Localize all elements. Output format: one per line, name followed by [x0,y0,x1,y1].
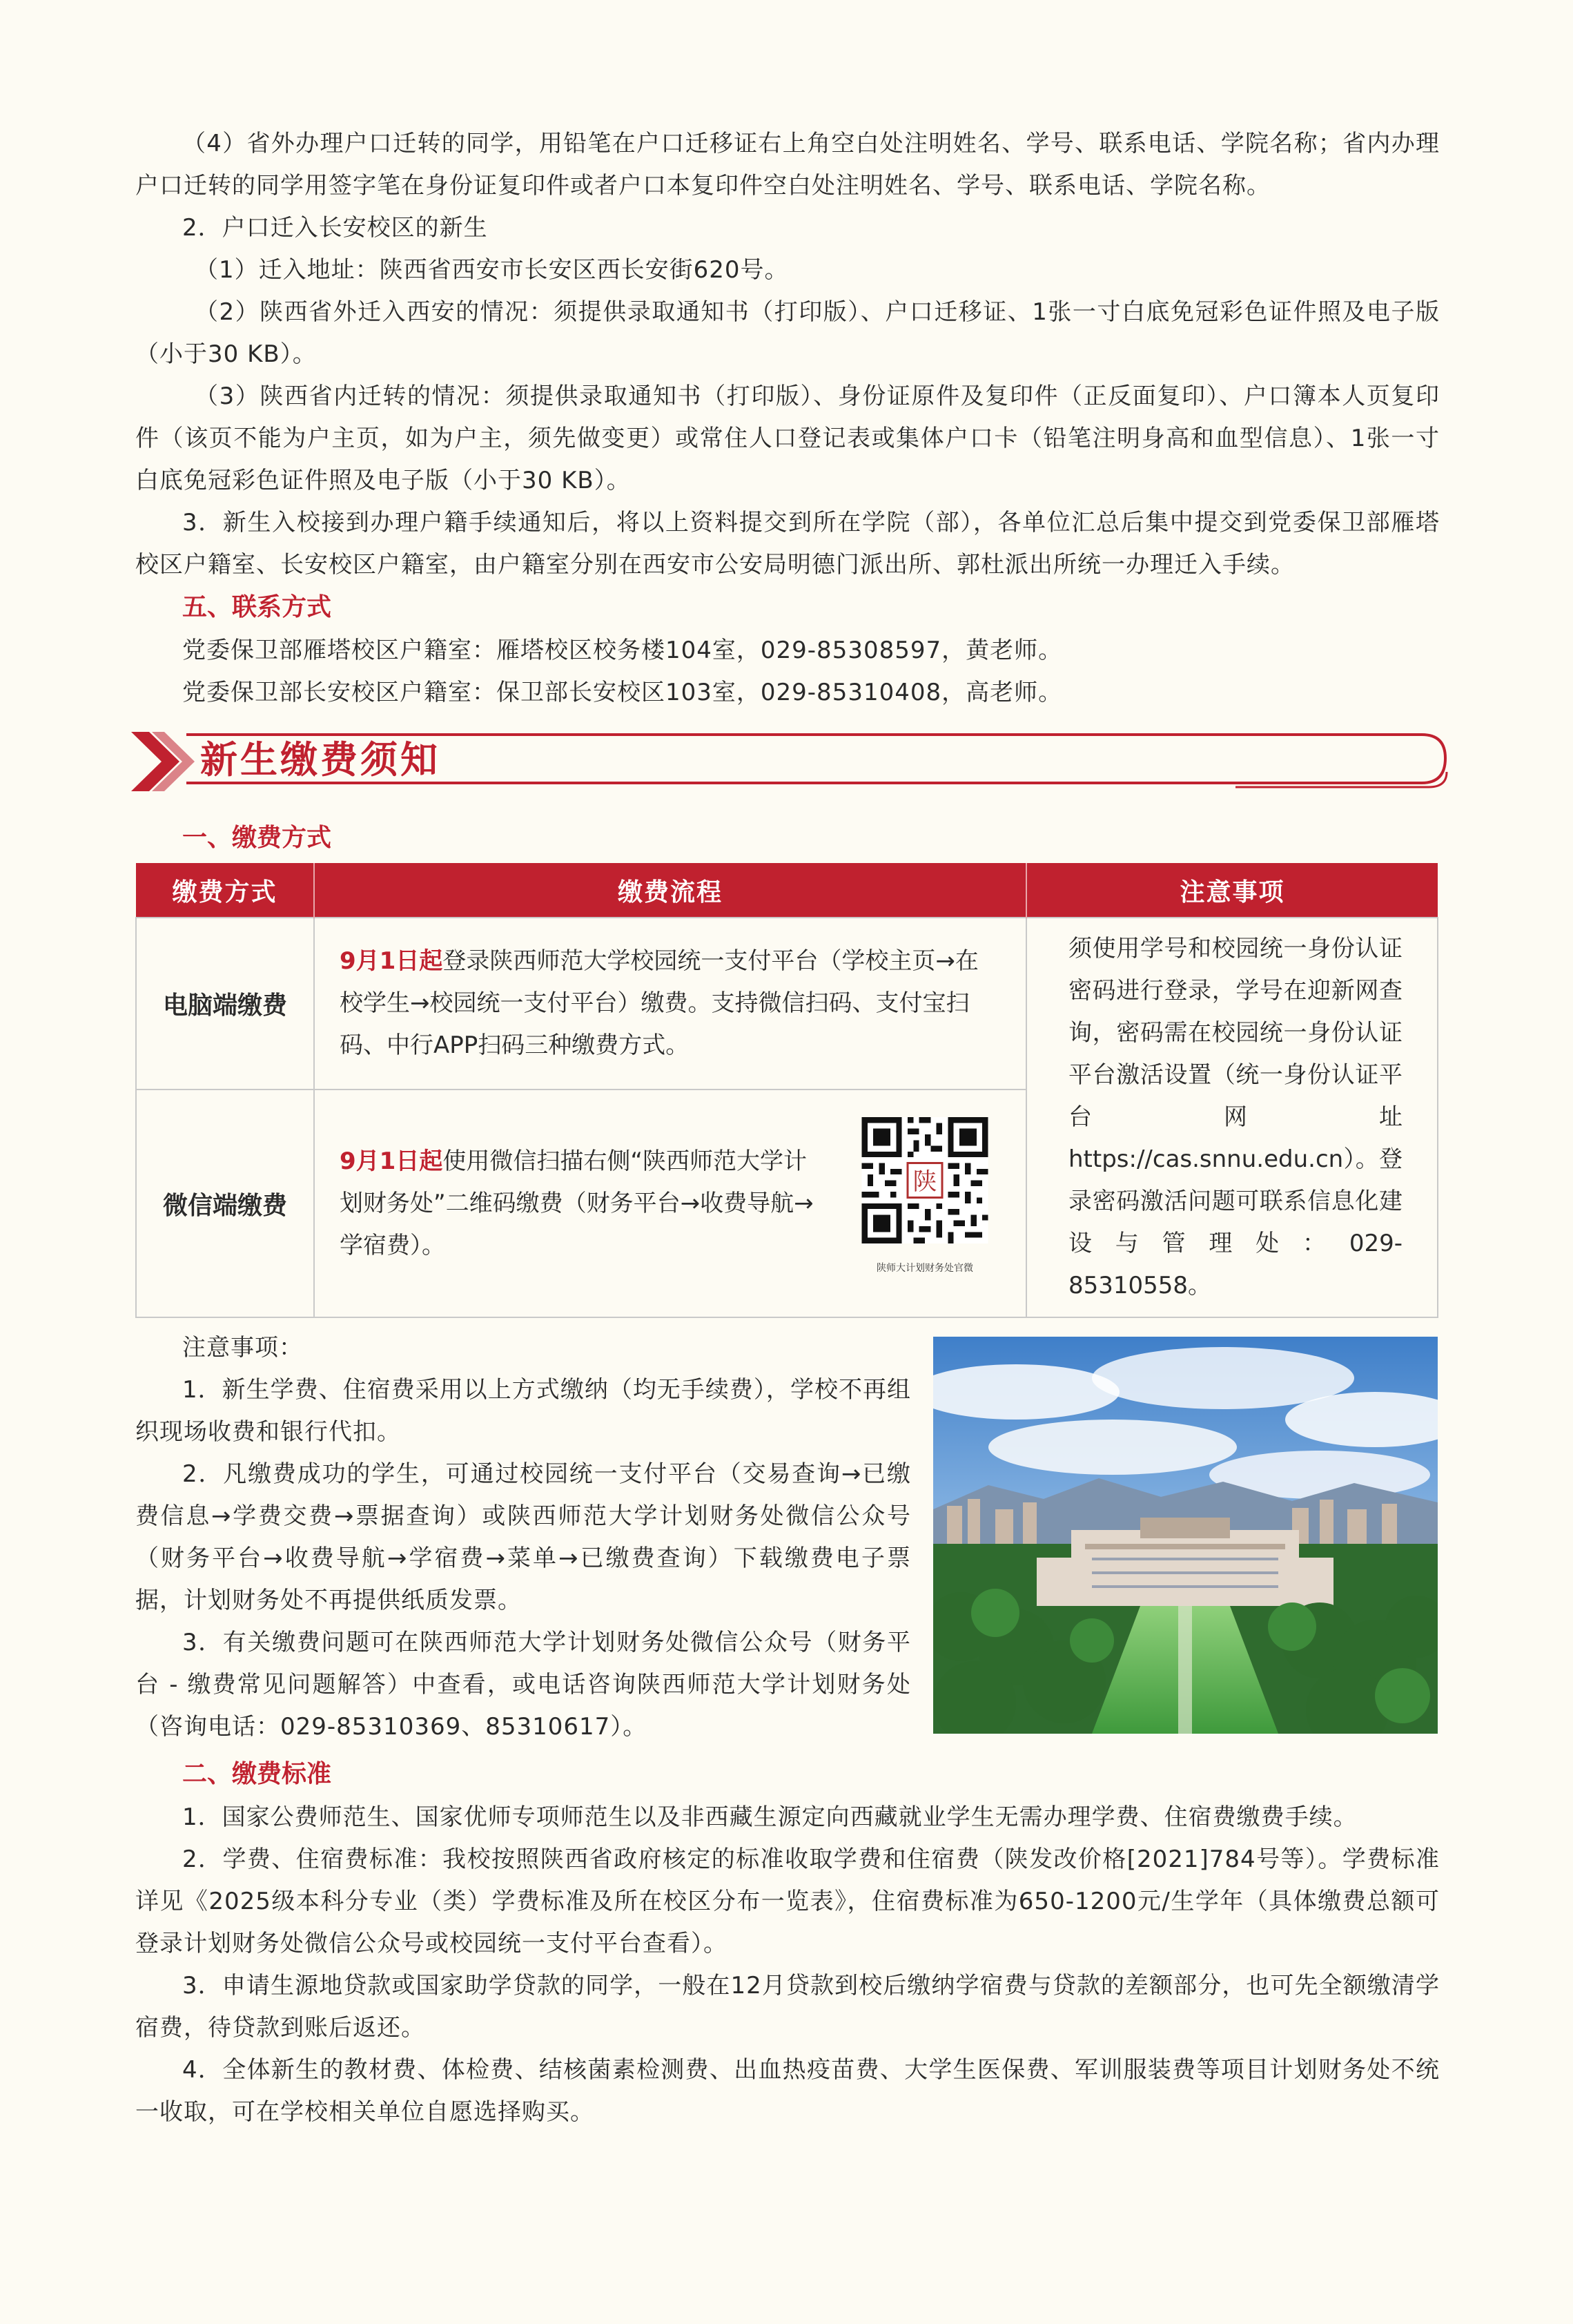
standard-4: 4．全体新生的教材费、体检费、结核菌素检测费、出血热疫苗费、大学生医保费、军训服装费等项目计划财务处不统一收取，可在学校相关单位自愿选择购买。 [135,2056,1440,2126]
contact-line-changan: 党委保卫部长安校区户籍室：保卫部长安校区103室，029-85310408，高老师。 [182,679,1063,706]
header-note: 注意事项 [1026,863,1438,918]
qr-code-icon [849,1117,1001,1243]
svg-text:陕: 陕 [912,1168,937,1196]
pc-flow-text: 登录陕西师范大学校园统一支付平台（学校主页→在校学生→校园统一支付平台）缴费。支持微信扫码、支付宝扫码、中行APP扫码三种缴费方式。 [340,947,979,1060]
note-2: 2．凡缴费成功的学生，可通过校园统一支付平台（交易查询→已缴费信息→学费交费→票据查询）或陕西师范大学计划财务处微信公众号（财务平台→收费导航→学宿费→菜单→已缴费查询）下载缴费电子票据，计划财务处不再提供纸质发票。 [135,1460,911,1614]
section-banner [131,730,1449,793]
notes-title: 注意事项： [182,1334,303,1362]
wechat-flow [314,1090,1026,1317]
note-3: 3．有关缴费问题可在陕西师范大学计划财务处微信公众号（财务平台 - 缴费常见问题解答）中查看，或电话咨询陕西师范大学计划财务处（咨询电话：029-85310369、85310617）。 [135,1629,911,1741]
para-hukou-2-1: （1）迁入地址：陕西省西安市长安区西长安街620号。 [195,256,789,284]
wechat-flow-text: 使用微信扫描右侧“陕西师范大学计划财务处”二维码缴费（财务平台→收费导航→学宿费）。 [340,1147,814,1259]
table-row [136,918,1438,1090]
qr-code[interactable] [849,1117,1001,1290]
para-hukou-3: 3．新生入校接到办理户籍手续通知后，将以上资料提交到所在学院（部），各单位汇总后集中提交到党委保卫部雁塔校区户籍室、长安校区户籍室，由户籍室分别在西安市公安局明德门派出所、郭杜派出所统一办理迁入手续。 [135,509,1440,579]
campus-aerial-image [933,1337,1438,1734]
header-method: 缴费方式 [136,863,314,918]
payment-table [135,863,1438,1318]
para-hukou-2: 2．户口迁入长安校区的新生 [182,214,488,242]
payment-method-heading: 一、缴费方式 [182,824,332,852]
pc-method: 电脑端缴费 [136,918,314,1090]
para-hukou-2-2: （2）陕西省外迁入西安的情况：须提供录取通知书（打印版）、户口迁移证、1张一寸白底免冠彩色证件照及电子版（小于30 KB）。 [135,298,1440,368]
note-cell: 须使用学号和校园统一身份认证密码进行登录，学号在迎新网查询，密码需在校园统一身份认证平台激活设置（统一身份认证平台网址https://cas.snnu.edu.cn）。登录密码激活问题可联系信息化建设与管理处：029-85310558。 [1026,918,1438,1317]
banner-title: 新生缴费须知 [200,738,440,782]
para-hukou-2-3: （3）陕西省内迁转的情况：须提供录取通知书（打印版）、身份证原件及复印件（正反面复印）、户口簿本人页复印件（该页不能为户主页，如为户主，须先做变更）或常住人口登记表或集体户口卡（铅笔注明身高和血型信息）、1张一寸白底免冠彩色证件照及电子版（小于30 KB）。 [135,383,1440,494]
table-header-row [136,863,1438,918]
pc-date: 9月1日起 [340,947,443,976]
qr-caption: 陕师大计划财务处官微 [877,1263,973,1275]
contact-line-yanta: 党委保卫部雁塔校区户籍室：雁塔校区校务楼104室，029-85308597，黄老师。 [182,637,1063,664]
contact-heading: 五、联系方式 [182,593,332,621]
standard-heading: 二、缴费标准 [182,1760,332,1788]
pc-flow [314,918,1026,1090]
standard-3: 3．申请生源地贷款或国家助学贷款的同学，一般在12月贷款到校后缴纳学宿费与贷款的差额部分，也可先全额缴清学宿费，待贷款到账后返还。 [135,1972,1440,2042]
para-hukou-4: （4）省外办理户口迁转的同学，用铅笔在户口迁移证右上角空白处注明姓名、学号、联系电话、学院名称；省内办理户口迁转的同学用签字笔在身份证复印件或者户口本复印件空白处注明姓名、学号、联系电话、学院名称。 [135,130,1440,200]
standard-1: 1．国家公费师范生、国家优师专项师范生以及非西藏生源定向西藏就业学生无需办理学费、住宿费缴费手续。 [182,1803,1358,1831]
wechat-method: 微信端缴费 [136,1090,314,1317]
note-1: 1．新生学费、住宿费采用以上方式缴纳（均无手续费），学校不再组织现场收费和银行代扣。 [135,1376,911,1446]
standard-2: 2．学费、住宿费标准：我校按照陕西省政府核定的标准收取学费和住宿费（陕发改价格[2021]784号等）。学费标准详见《2025级本科分专业（类）学费标准及所在校区分布一览表》，住宿费标准为650-1200元/生学年（具体缴费总额可登录计划财务处微信公众号或校园统一支付平台查看）。 [135,1846,1440,1957]
wechat-date: 9月1日起 [340,1147,443,1175]
header-flow: 缴费流程 [314,863,1026,918]
